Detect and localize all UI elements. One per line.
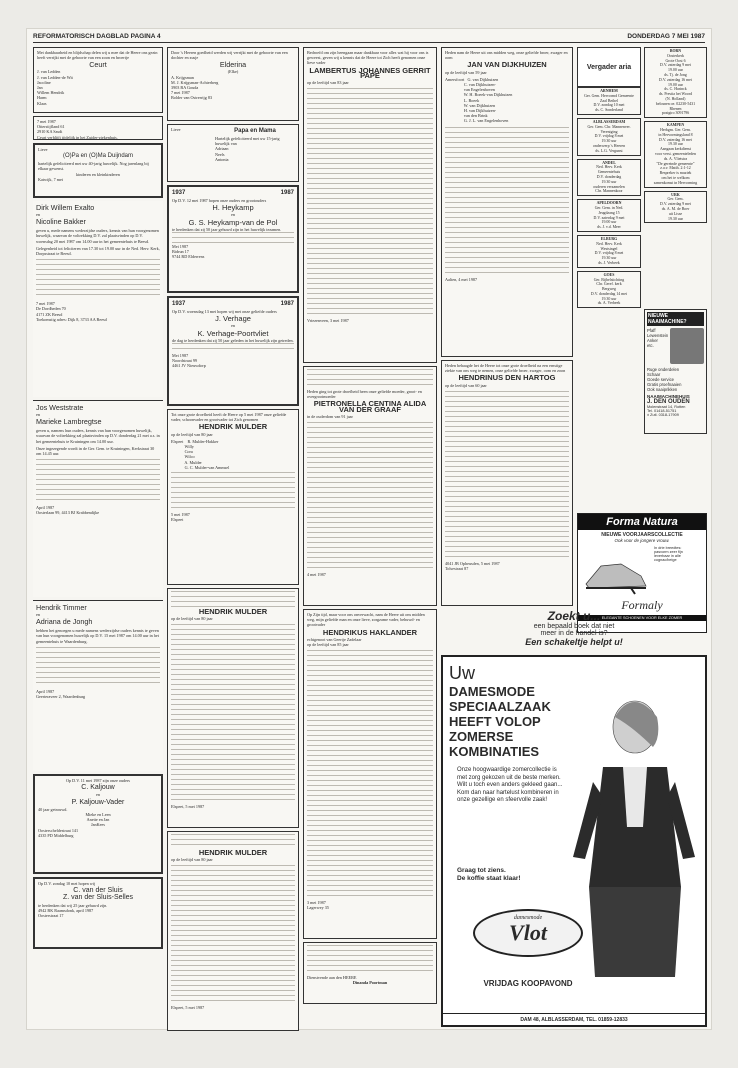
shoe-illustration [581, 546, 651, 596]
church-notice-title: KAMPEN [666, 123, 685, 128]
damesmode-ad: Uw DAMESMODE SPECIAALZAAK HEEFT VOLOP ZOMERSE KOMBINATIES Onze hoogwaardige zomercollectie is met zorg gekozen uit de beste merken. Wilt u toch even anders gekleed gaan... Kom dan naar hartelust kombineren in onze gezellige en sfeervolle zaak! Graag tot ziens. De koffie staat klaar! damesmode Vlot VRIJDAG KOOPAVOND DAM 48, ALBLASSERDAM, TEL. 01859-12833 [441, 655, 707, 1027]
anniversary-van-der-sluis: Op D.V. zondag 10 mei hopen wij C. van der Sluis Z. van der Sluis-Selles te herdenken dat wij 25 jaar gehuwd zijn. 4942 BK Raamsdonk, april 1987 Oosterstraat 17 [33, 877, 163, 949]
church-notices-right [644, 47, 707, 307]
ceurt-address: 7 mei 1987 Otterstijfland 61 2910 KA Sasdi Ceurt verblijft tijdelijk in het Zuider-ziekenhuis. [33, 116, 163, 140]
anniversary-verhage: 1937 1987 Op D.V. woensdag 13 mei hopen wij met onze geliefde ouders J. Verhage en K. Verhage-Poortvliet de dag te herdenken dat zij 50 jaar geleden in het huwelijk zijn getreden. Mei 1987 Noordstraat 99 4461 JV Nieuwdorp [167, 296, 299, 406]
vlot-logo: damesmode Vlot [473, 909, 583, 957]
fashion-model-photo [563, 687, 703, 987]
church-notice [644, 47, 707, 118]
wedding-weststrate: Jos Weststrate en Marieke Lambregtse geven u, namens hun ouders, kennis van hun voorgenomen huwelijk, waarvan de voltrekking zal plaatsvinden op D.V. donderdag 21 mei a.s. in het gemeentehuis te Kruiningen om 14.00 uur. Onze ingezegende wordt in de Ger. Gem. te Kruiningen, Kerkstraat 30 om 14.45 uur. April 1987 Oosterlaan 99, 4413 BJ Krabbendijke [33, 401, 163, 597]
church-notice-body: Ger. Gem. Hervormd Gemeente Zaal Bethel D.V. zondag 10 mei ds. C. Sonderland [584, 93, 634, 113]
newspaper-page [26, 28, 712, 1030]
sewing-machine-photo [670, 328, 704, 364]
church-notice-title: ELBURG [600, 236, 618, 241]
obituary-hendrik-mulder-1: Tot onze grote droefheid heeft de Heere op 5 mei 1987 onze geliefde vader, schoonvader en grootvader tot Zich genomen HENDRIK MULDER op de leeftijd van 80 jaar Elspeet R. Mulder-Hakker Willy Cora Wilco A. Mulder G. C. Mulder-van Ammsel 5 mei 1987 Elspeet [167, 409, 299, 585]
church-notice-title: ARNHEM [600, 89, 618, 93]
naaimachine-brand: Anker [647, 338, 658, 343]
church-notice-title: GOES [603, 272, 615, 277]
church-notice-body: Ger. Bijbelstichting Chr. Geref. kerk Bergweg D.V. donderdag 14 mei 19.30 uur ds. A. Verbeek [590, 277, 628, 306]
church-notice [644, 191, 707, 224]
naaimachine-feature: Gratis proefnaaien [647, 382, 682, 387]
page-header [33, 31, 705, 43]
naaimachine-feature: Ook naaiprikken [647, 387, 678, 392]
church-notice [577, 118, 641, 156]
obituary-pietronella: Heden ging tot grote droefheid heen onze geliefde moeder, groot- en overgrootmoeder PIETRONELLA CENTINA ALIDA VAN DER GRAAF in de ouderdom van 91 jaar 4 mei 1987 [303, 366, 437, 606]
anniversary-papa-mama: Lieve Papa en Mama Hartelijk gefeliciteerd met uw 15-jarig huwelijk van Adriaan Neels Antonia [167, 124, 299, 182]
church-notice-body: Ger. Gem. Chr. Mannenver. Vereniging D.V. vrijdag 8 mei 19.30 uur onderwerp 's Heeren ds. L.G. Vergunst [587, 124, 631, 153]
naaimachine-brand: Lewenstein [647, 333, 669, 338]
obituary-lambertus-pape: Bedroefd om zijn heengaan maar dankbaar voor alles wat hij voor ons is geweest, geven wij u kennis dat de Heere tot Zich heeft genomen onze lieve vader LAMBERTUS JOHANNES GERRIT PAPE op de leeftijd van 83 jaar Vriezenveen, 3 mei 1987 [303, 47, 437, 363]
church-notice [577, 199, 641, 232]
obituary-haklander: Op Zijn tijd, maar voor ons onverwacht, nam de Heere uit ons midden weg, mijn geliefde man en onze lieve, zorgzame vader, behuwd- en grootvader HENDRIKUS HAKLANDER echtgenoot van Geertje Zadelaar op de leeftijd van 85 jaar 3 mei 1987 Lagerwey 35 [303, 609, 437, 939]
church-notice-body: Oosterkerk Grote Oost 6 D.V. zaterdag 9 mei 19.00 uur ds. Tj. de Jong D.V. zaterdag 16 mei 19.00 uur ds. C. Harinck ds. Prestia het Woord (N. Holland) belosnen oe. 02230-5431 Rhenen postgiro 3091796 [655, 53, 696, 116]
header-date: DONDERDAG 7 MEI 1987 [627, 33, 705, 40]
obituary-hendrik-mulder-2: HENDRIK MULDER op de leeftijd van 80 jaar Elspeet, 5 mei 1987 [167, 588, 299, 828]
notice-poortman: Dienstvende aan den HEERE Dinanda Poortman [303, 942, 437, 1004]
column-3 [303, 47, 437, 1027]
naaimachine-brand: Pfaff [647, 328, 656, 333]
vergaderagenda [577, 47, 641, 407]
header-title: REFORMATORISCH DAGBLAD PAGINA 4 [33, 33, 161, 40]
naaimachine-ad: NIEUWE NAAIMACHINE? Pfaff Lewenstein Anker etc. Ruge onderdelen Schaar Goede service Gratis proefnaaien Ook naaiprikken NAAIMACHINEHUIS J. DEN OUDEN Molenstraat 14, Rotten Tel. 01418-51751 ± Zutl. 0318-17909 [644, 309, 707, 434]
forma-natura-ad: Forma Natura NIEUWE VOORJAARSCOLLECTIE Ook voor de jongere vrouw. In drie breedtes: pasvorm zeer fijn leverbaar in alle cognac/beige Formaly ELEGANTE SCHOENEN VOOR ELKE ZOMER [577, 513, 707, 633]
column-1 [33, 47, 163, 1027]
anniversary-opa-oma: Lieve (O)Pa en (O)Ma Duijndam hartelijk gefeliciteerd met uw 40-jarig huwelijk. Nog jarenlang bij elkaar gewenst. kinderen en kleinkinderen Katwijk, 7 mei [33, 143, 163, 198]
church-notice-title: BORN [669, 49, 682, 53]
church-notice-title: URK [671, 192, 680, 197]
vergaderaria-logo: Vergader aria [577, 47, 641, 87]
anniversary-heykamp: 1937 1987 Op D.V. 12 mei 1987 hopen onze ouders en grootouders H. Heykamp en G. S. Heykamp-van de Pol te herdenken dat zij 50 jaar gehuwd zijn in het huwelijk tezamen. Mei 1987 Bidrun 17 9744 RD Elderrens [167, 185, 299, 293]
church-notice [577, 235, 641, 268]
naaimachine-feature: Goede service [647, 377, 674, 382]
birth-notice-ceurt: Met dankbaarheid en blijdschap delen wij u mee dat de Heere ons gezin heeft verrijkt met de geboorte van een zoon en broertje Ceurt J. van Ledden J. van Ledden-de Wit Jacoline Jan Willem Hendrik Harm Klaas [33, 47, 163, 113]
church-notice [577, 87, 641, 115]
obituary-jan-van-dijkhuizen: Heden nam de Heere uit ons midden weg, onze geliefde broer, zwager en oom JAN VAN DIJKHUIZEN op de leeftijd van 59 jaar Amersfoort G. van Dijkhuizen C. van Dijkhuizen- van Engelenhoven W. H. Boeek-van Dijkhuizen L. Boeek W. van Dijkhuizen H. van Dijkhuizen- van den Brink G. J. L. van Engelenhoven Aalten, 4 mei 1987 [441, 47, 573, 357]
church-notice-title: ANDEL [602, 160, 616, 165]
wedding-exalto-bakker: Dirk Willem Exalto en Nicoline Bakker geven u, mede namens wederzijdse ouders, kennis van hun voorgenomen huwelijk, waarvan de voltrekking D.V. zal plaatsvinden op D.V. woensdag 20 mei 1987 om 14.00 uur in het gemeentehuis te Beesd. Gelegenheid tot feliciteren van 17.30 tot 19.00 uur in de Ned. Herv. Kerk, Dorpsstraat te Beesd. 7 mei 1987 De Dordheden 70 4171 ZK Beesd Toekomstig adres: Dijk 8, 3733 AA Beesd [33, 201, 163, 397]
wedding-timmer: Hendrik Timmer en Adriana de Jongh hebben het genoegen u mede namens wederzijdse ouders kennis te geven van hun voorgenomen huwelijk op D.V. 15 mei 1987 om 14.00 uur in het gemeentehuis te Waardenburg. April 1987 Geerteraveer 2, Waardenburg [33, 601, 163, 771]
naaimachine-feature: Ruge onderdelen [647, 367, 680, 372]
church-notice-body: Ger. Gem. D.V. zaterdag 9 mei ds. A. M. de Boer uit Lisse 19.30 uur [660, 197, 691, 221]
church-notice-title: ALBLASSERDAM [592, 119, 626, 124]
column-2 [167, 47, 299, 1027]
birth-notice-elderina: Door 's Heeren goedheid werden wij verrijkt met de geboorte van een dochter en zusje Elderina (Elke) A. Krijgsman M. J. Krijgsman-Achterberg 3903 BA Gouda 7 mei 1987 Bolder van Ostrerrijg 83 [167, 47, 299, 121]
zoekt-u-ad: Zoekt u... een bepaald boek dat niet meer in de handel is? Een schakeltje helpt u! [525, 609, 623, 647]
obituary-hendrik-mulder-3: HENDRIK MULDER op de leeftijd van 80 jaar Elspeet, 5 mei 1987 [167, 831, 299, 1031]
church-notice [577, 159, 641, 197]
column-5 [577, 47, 707, 547]
naaimachine-feature: Schaar [647, 372, 661, 377]
church-notice-body: Ger. Gem. in Ned. Jeugdzang 15 D.V. zaterdag 9 mei 19.00 uur ds. J. v.d. Meer [593, 205, 625, 230]
notice-name: Ceurt [89, 60, 107, 70]
anniversary-kaljouw: Op D.V. 11 mei 1987 zijn onze ouders C. Kaljouw en P. Kaljouw-Vader 40 jaar getrouwd. Mieke en Leen Anette en Jan JanKees Oosterscheldestraat 141 4335 PD Middelburg [33, 774, 163, 874]
naaimachine-brand: etc. [647, 343, 654, 348]
obituary-hendrinus-den-hartog: Heden behaagde het de Heere tot onze grote droefheid na een ernstige ziekte van ons weg te nemen, onze geliefde broer, zwager, oom en zoon HENDRINUS DEN HARTOG op de leeftijd van 60 jaar 4041 JB Opheusden, 5 mei 1987 Tolsestraat 87 [441, 360, 573, 606]
church-notice-body: Herbgm. Ger. Gem. in Hervormingsland 8 D.V. zaterdag 16 mei 19.30 uur Aangaan kerkdienst voor verst. gemeenteleden ds. A. Vlietstra "De gereinde gemeente" z.a.v. Matth. 2:1-12 Bespreker is muziek om het te welkom samenkomst in Hervorming [653, 127, 698, 185]
church-notice-body: Ned. Herv. Kerk Gemeentehuis D.V. donderdag 19.30 uur ouderen verzamelen Chr. Mannenkoor [593, 165, 625, 194]
church-notice-title: APELDOORN [596, 201, 622, 206]
church-notice [644, 121, 707, 187]
church-notice-body: Ned. Herv. Kerk Westsingel D.V. vrijdag 8 mei 19.30 uur ds. J. Verbeek [594, 241, 624, 265]
church-notice [577, 271, 641, 309]
